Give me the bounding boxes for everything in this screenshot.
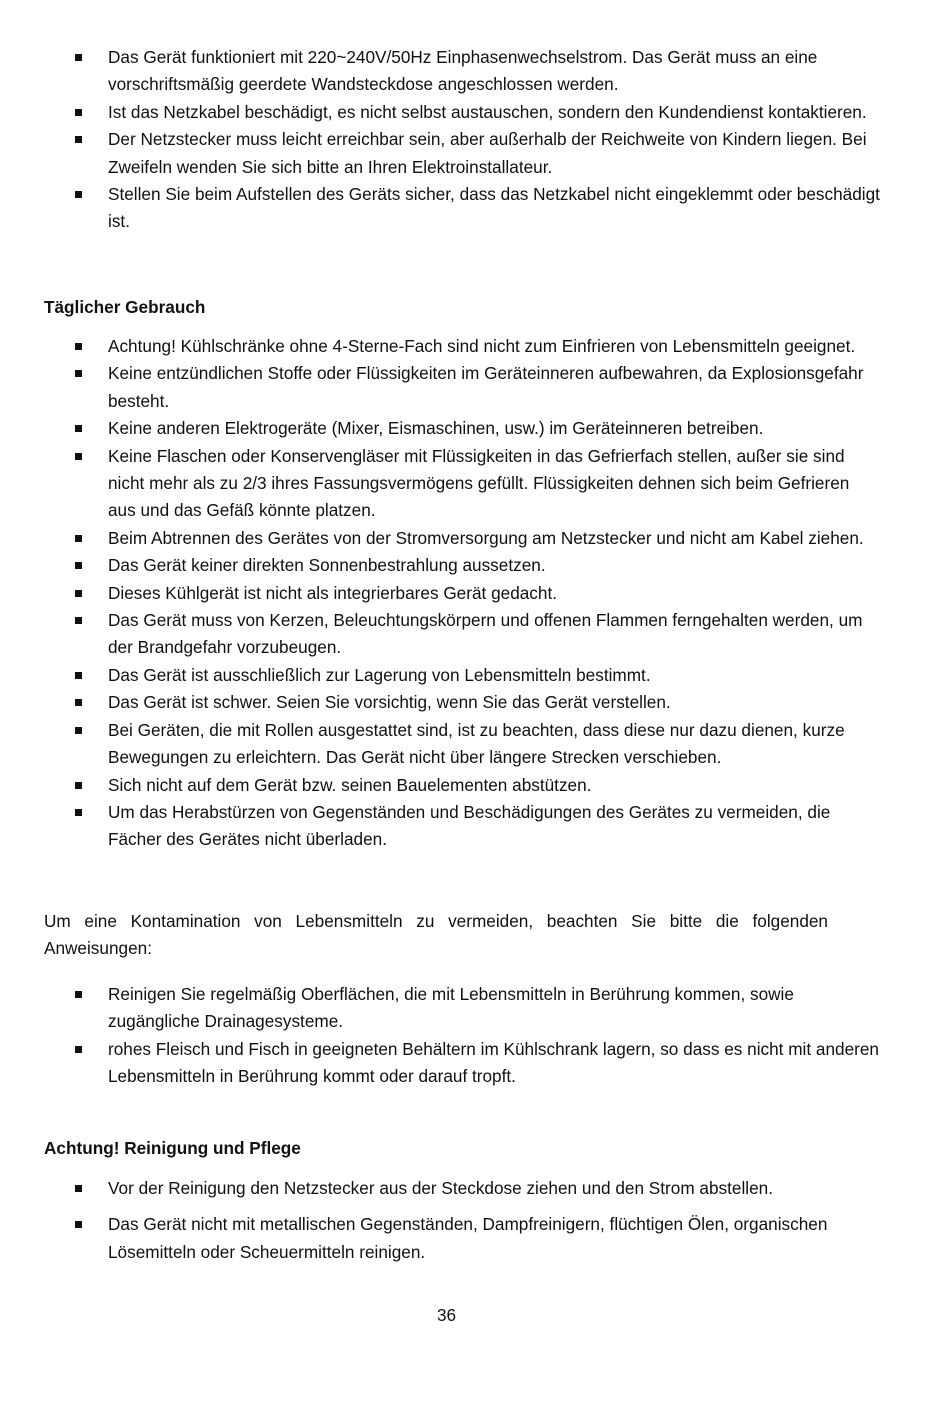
page-number: 36 — [436, 1305, 457, 1325]
list-item: Keine Flaschen oder Konservengläser mit Flüssigkeiten in das Gefrierfach stellen, außer sie sind nicht mehr als zu 2/3 ihres Fassungsvermögens gefüllt. Flüssigkeiten dehnen sich beim Gefrieren aus und das Gefäß könnte platzen. — [0, 443, 950, 525]
list-item: rohes Fleisch und Fisch in geeigneten Behältern im Kühlschrank lagern, so dass es nicht mit anderen Lebensmitteln in Berührung kommt oder darauf tropft. — [0, 1036, 950, 1091]
daily-use-list — [0, 333, 950, 854]
list-item: Ist das Netzkabel beschädigt, es nicht selbst austauschen, sondern den Kundendienst kontaktieren. — [0, 99, 950, 126]
list-item: Bei Geräten, die mit Rollen ausgestattet sind, ist zu beachten, dass diese nur dazu dienen, kurze Bewegungen zu erleichtern. Das Gerät nicht über längere Strecken verschieben. — [0, 717, 950, 772]
contamination-list — [0, 981, 950, 1091]
list-item: Das Gerät ist ausschließlich zur Lagerung von Lebensmitteln bestimmt. — [0, 662, 950, 689]
list-item: Achtung! Kühlschränke ohne 4-Sterne-Fach sind nicht zum Einfrieren von Lebensmitteln geeignet. — [0, 333, 950, 360]
daily-use-heading: Täglicher Gebrauch — [44, 297, 206, 317]
list-item: Vor der Reinigung den Netzstecker aus der Steckdose ziehen und den Strom abstellen. — [0, 1175, 950, 1202]
list-item: Das Gerät muss von Kerzen, Beleuchtungskörpern und offenen Flammen ferngehalten werden, um der Brandgefahr vorzubeugen. — [0, 607, 950, 662]
cleaning-heading: Achtung! Reinigung und Pflege — [44, 1138, 301, 1158]
contamination-intro: Um eine Kontamination von Lebensmitteln zu vermeiden, beachten Sie bitte die folgenden Anweisungen: — [44, 911, 828, 959]
list-item: Dieses Kühlgerät ist nicht als integrierbares Gerät gedacht. — [0, 580, 950, 607]
list-item: Das Gerät ist schwer. Seien Sie vorsichtig, wenn Sie das Gerät verstellen. — [0, 689, 950, 716]
list-item: Um das Herabstürzen von Gegenständen und Beschädigungen des Gerätes zu vermeiden, die Fächer des Gerätes nicht überladen. — [0, 799, 950, 854]
list-item: Das Gerät nicht mit metallischen Gegenständen, Dampfreinigern, flüchtigen Ölen, organischen Lösemitteln oder Scheuermitteln reinigen. — [0, 1211, 950, 1266]
list-item: Das Gerät keiner direkten Sonnenbestrahlung aussetzen. — [0, 552, 950, 579]
list-item: Stellen Sie beim Aufstellen des Geräts sicher, dass das Netzkabel nicht eingeklemmt oder beschädigt ist. — [0, 181, 950, 236]
list-item: Beim Abtrennen des Gerätes von der Stromversorgung am Netzstecker und nicht am Kabel ziehen. — [0, 525, 950, 552]
list-item: Reinigen Sie regelmäßig Oberflächen, die mit Lebensmitteln in Berührung kommen, sowie zugängliche Drainagesysteme. — [0, 981, 950, 1036]
list-item: Das Gerät funktioniert mit 220~240V/50Hz Einphasenwechselstrom. Das Gerät muss an eine vorschriftsmäßig geerdete Wandsteckdose angeschlossen werden. — [0, 44, 950, 99]
list-item: Sich nicht auf dem Gerät bzw. seinen Bauelementen abstützen. — [0, 772, 950, 799]
cleaning-list — [0, 1175, 950, 1266]
intro-list — [0, 44, 950, 236]
list-item: Keine entzündlichen Stoffe oder Flüssigkeiten im Geräteinneren aufbewahren, da Explosionsgefahr besteht. — [0, 360, 950, 415]
list-item: Der Netzstecker muss leicht erreichbar sein, aber außerhalb der Reichweite von Kindern liegen. Bei Zweifeln wenden Sie sich bitte an Ihren Elektroinstallateur. — [0, 126, 950, 181]
list-item: Keine anderen Elektrogeräte (Mixer, Eismaschinen, usw.) im Geräteinneren betreiben. — [0, 415, 950, 442]
